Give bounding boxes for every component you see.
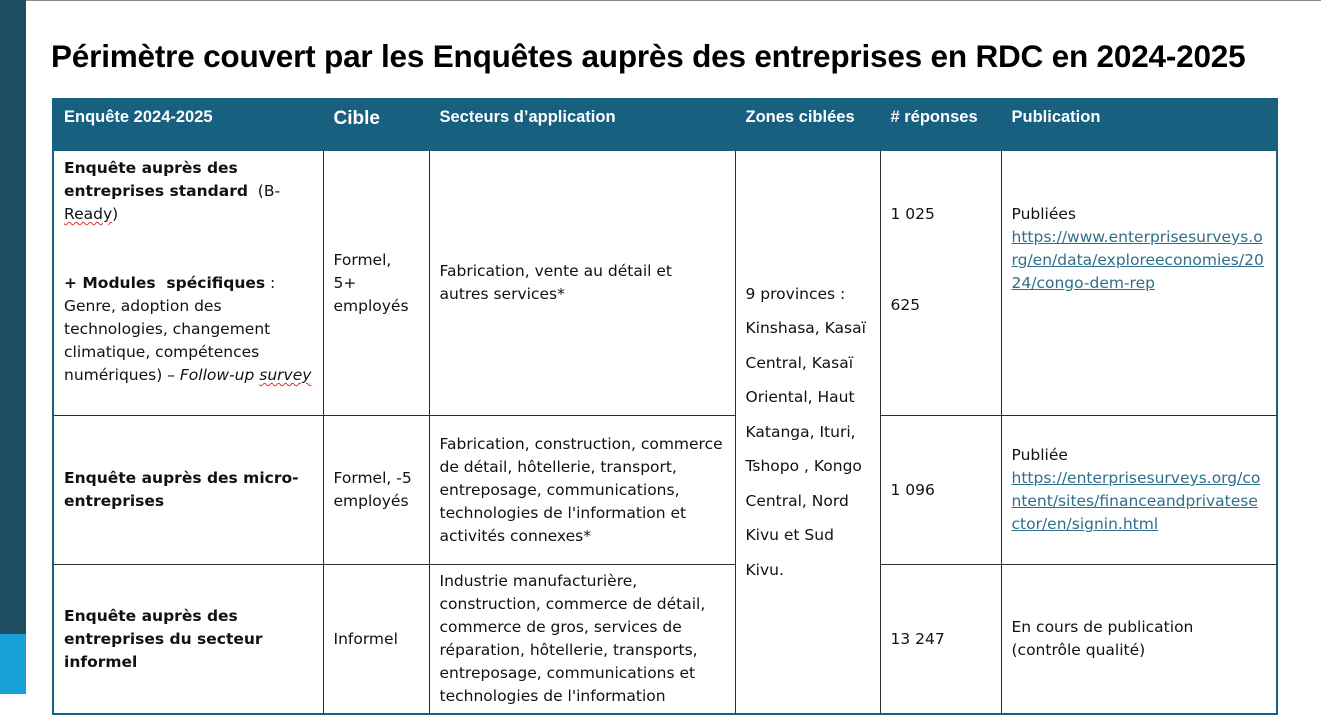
- cell-publication: Publiée https://enterprisesurveys.org/content/sites/financeandprivatesector/en/signin.html: [1001, 416, 1277, 565]
- page-title: Périmètre couvert par les Enquêtes auprès des entreprises en RDC en 2024-2025: [51, 38, 1246, 74]
- header-reponses: # réponses: [880, 99, 1001, 151]
- cell-publication: En cours de publication (contrôle qualité): [1001, 565, 1277, 715]
- table-row: [53, 416, 1277, 565]
- publication-link[interactable]: https://www.enterprisesurveys.org/en/data/exploreeconomies/2024/congo-dem-rep: [1011, 228, 1264, 292]
- cell-cible: Formel, -5 employés: [323, 416, 429, 565]
- slide-left-bar: [0, 0, 26, 694]
- cell-secteurs: Fabrication, vente au détail et autres services*: [429, 151, 735, 416]
- header-cible: Cible: [323, 99, 429, 151]
- cell-reponses: 13 247: [880, 565, 1001, 715]
- header-publication: Publication: [1001, 99, 1277, 151]
- slide-top-border: [26, 0, 1321, 1]
- cell-cible: Formel, 5+ employés: [323, 151, 429, 416]
- publication-link[interactable]: https://enterprisesurveys.org/content/sites/financeandprivatesector/en/signin.html: [1011, 469, 1261, 533]
- cell-secteurs: Industrie manufacturière, construction, commerce de détail, commerce de gros, services de réparation, hôtellerie, transports, entreposage, communications et technologies de l'information: [429, 565, 735, 715]
- cell-secteurs: Fabrication, construction, commerce de détail, hôtellerie, transport, entreposage, communications, technologies de l'information et activités connexes*: [429, 416, 735, 565]
- enquete-modules: + Modules spécifiques : Genre, adoption des technologies, changement climatique, compétences numériques) – Follow-up survey: [64, 274, 312, 384]
- cell-enquete: Enquête auprès des entreprises du secteur informel: [53, 565, 323, 715]
- header-enquete: Enquête 2024-2025: [53, 99, 323, 151]
- cell-reponses: 1 096: [880, 416, 1001, 565]
- table-row: [53, 151, 1277, 416]
- table-header-row: [53, 99, 1277, 151]
- header-secteurs: Secteurs d’application: [429, 99, 735, 151]
- cell-enquete: [53, 151, 323, 416]
- cell-cible: Informel: [323, 565, 429, 715]
- table-row: [53, 565, 1277, 715]
- cell-publication: Publiées https://www.enterprisesurveys.org/en/data/exploreeconomies/2024/congo-dem-rep: [1001, 151, 1277, 416]
- header-zones: Zones ciblées: [735, 99, 880, 151]
- cell-zones: 9 provinces : Kinshasa, Kasaï Central, Kasaï Oriental, Haut Katanga, Ituri, Tshopo , Kongo Central, Nord Kivu et Sud Kivu.: [735, 151, 880, 715]
- cell-reponses: 1 025 625: [880, 151, 1001, 416]
- enquete-title: Enquête auprès des entreprises standard (B-Ready): [64, 159, 281, 223]
- cell-enquete: Enquête auprès des micro-entreprises: [53, 416, 323, 565]
- survey-table: [52, 98, 1278, 715]
- slide-left-accent: [0, 634, 26, 694]
